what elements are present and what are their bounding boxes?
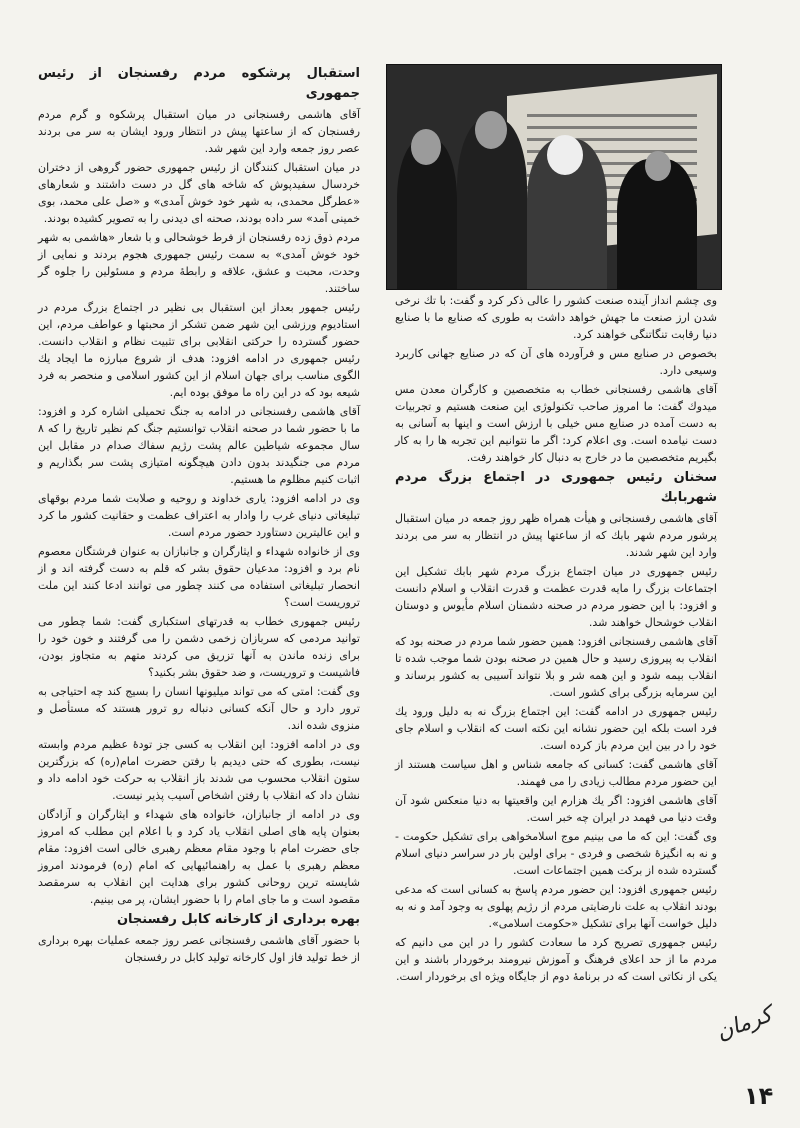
paragraph: رئیس جمهوری خطاب به قدرتهای استکباری گفت: شما چطور می توانید مردمی که سربازان زخمی دشمن را می گرفتند و خون خود را برای زنده ماندن به آنها تزریق می کردند متهم به متجاوز بودن، فاشیست و تروریست، و ضد حقوق بشر بکنید؟ — [38, 615, 360, 679]
photo-figure-head — [411, 129, 441, 165]
paragraph: مردم ذوق زده رفسنجان از فرط خوشحالی و با شعار «هاشمی به شهر خود خوش آمدی» به سمت رئیس جمهوری هجوم بردند و نمایی از وحدت، محبت و عشق، علاقه و رابطهٔ مردم و مسئولین را جلوه گر ساختند. — [38, 231, 360, 295]
paragraph: وی گفت: این که ما می بینیم موج اسلامخواهی برای تشکیل حکومت - و نه به انگیزهٔ شخصی و فردی - برای اولین بار در سراسر دنیای اسلام گسترده شده از برکت همین اجتماعات است. — [395, 830, 717, 877]
paragraph: وی گفت: امتی که می تواند میلیونها انسان را بسیج کند چه احتیاجی به ترور دارد و حال آنکه کسانی دنباله رو ترور هستند که مستأصل و منزوی شده اند. — [38, 685, 360, 732]
paragraph: وی در ادامه افزود: این انقلاب به کسی جز تودهٔ عظیم مردم وابسته نیست، بطوری که حتی دیدیم با رفتن حضرت امام(ره) که بزرگترین ستون انقلاب محسوب می شدند باز انقلاب به حرکت خود ادامه داد و نشان داد که انقلاب با رفتن اشخاص آسیب پذیر نیست. — [38, 738, 360, 802]
paragraph: رئیس جمهوری افزود: این حضور مردم پاسخ به کسانی است که مدعی بودند انقلاب به علت نارضایتی مردم از رژیم پهلوی به وجود آمد و نه به دلیل خواست آنها برای تشکیل «حکومت اسلامی». — [395, 883, 717, 930]
paragraph: آقای هاشمی رفسنجانی در ادامه به جنگ تحمیلی اشاره کرد و افزود: ما با حضور شما در صحنه انقلاب توانستیم جنگ کم نظیر تاریخ را که ۸ سال مجموعه شیاطین عالم پشت رژیم سفاك صدام در مقابل این مردم می جنگیدند بدون دادن هیچگونه امتیازی پشت سر بگذاریم و اثبات کنیم مظلوم ما هستیم. — [38, 405, 360, 486]
headline-cable-factory: بهره برداری از کارخانه کابل رفسنجان — [116, 912, 360, 927]
paragraph: آقای هاشمی رفسنجانی در میان استقبال پرشکوه و گرم مردم رفسنجان که از ساعتها پیش در انتظار ورود ایشان به سر می بردند عصر روز جمعه وارد این شهر شد. — [38, 108, 360, 155]
paragraph: آقای هاشمی رفسنجانی خطاب به متخصصین و کارگران معدن مس میدوك گفت: ما امروز صاحب تکنولوژی این صنعت هستیم و تجربیات به دست آمده در صنایع مس خیلی با ارزش است و اینها به آسانی به دست نیامده است. وی اعلام کرد: اگر ما نتوانیم این تجربه ها را به کار بگیریم متخصصین ما در خارج به دنبال کار خواهند رفت. — [395, 383, 717, 464]
paragraph: آقای هاشمی افزود: اگر یك هزارم این واقعیتها به دنیا منعکس شود آن وقت دنیا می فهمد در ایران چه خبر است. — [395, 794, 717, 824]
page-number: ۱۴ — [744, 1082, 774, 1110]
paragraph: آقای هاشمی رفسنجانی افزود: همین حضور شما مردم در صحنه بود که انقلاب به پیروزی رسید و حال همین در صحنه بودن شما موجب شده تا انقلاب بیمه شود و این همه شر و بلا نتواند آسیبی به کشور برساند و این سرمایه بزرگی برای کشور است. — [395, 635, 717, 699]
paragraph: رئیس جمهوری در میان اجتماع بزرگ مردم شهر بابك تشکیل این اجتماعات بزرگ را مایه قدرت عظمت و قدرت انقلاب و اسلام دانست و افزود: با این حضور مردم در صحنه دشمنان اسلام مأیوس و دوستان انقلاب خوشحال خواهند شد. — [395, 565, 717, 629]
news-photo — [386, 64, 722, 290]
kerman-logo: کرمان — [713, 1002, 776, 1046]
paragraph: در میان استقبال کنندگان از رئیس جمهوری حضور گروهی از دختران خردسال سفیدپوش که شاخه های گل در دست داشتند و شعارهای «عطرگل محمدی، به شهر خود خوش آمدی» و «صل علی محمد، بوی خمینی آمد» سر داده بودند، صحنه ای دیدنی را به تصویر کشیده بودند. — [38, 161, 360, 225]
photo-figure-turban — [547, 135, 583, 175]
paragraph: رئیس جمهوری تصریح کرد ما سعادت کشور را در این می دانیم که مردم ما از حد اعلای فرهنگ و آموزش نیرومند برخوردار باشند و این یکی از نکاتی است که در برنامهٔ دوم از جایگاه ویژه ای برخوردار است. — [395, 936, 717, 983]
right-column — [395, 292, 717, 987]
paragraph: بخصوص در صنایع مس و فرآورده های آن که در صنایع جهانی کاربرد وسیعی دارد. — [395, 347, 717, 377]
paragraph: آقای هاشمی گفت: کسانی که جامعه شناس و اهل سیاست هستند از این حضور مردم مطالب زیادی را می فهمند. — [395, 758, 717, 788]
paragraph: وی از خانواده شهداء و ایثارگران و جانبازان به عنوان فرشتگان معصوم نام برد و افزود: مدعیان حقوق بشر که قلم به دست گرفته اند و از انحصار تبلیغاتی استفاده می کنند چطور می توانند ادعا کنند این ملت تروریست است؟ — [38, 545, 360, 609]
photo-figure-head — [475, 111, 507, 149]
paragraph: با حضور آقای هاشمی رفسنجانی عصر روز جمعه عملیات بهره برداری از خط تولید فاز اول کارخانه تولید کابل در رفسنجان — [38, 934, 360, 964]
photo-figure-head — [645, 151, 671, 181]
paragraph: رئیس جمهوری در ادامه گفت: این اجتماع بزرگ نه به دلیل ورود یك فرد است بلکه این حضور نشانه این نکته است که انقلاب و اسلام جای خود را در بین این مردم باز کرده است. — [395, 705, 717, 752]
paragraph: وی در ادامه از جانبازان، خانواده های شهداء و ایثارگران و آزادگان بعنوان پایه های اصلی انقلاب یاد کرد و با اعلام این مطلب که امروز جای حضرت امام با وجود مقام معظم رهبری خالی است افزود: مقام معظم رهبری با عمل به راهنمائیهایی که امام (ره) فرمودند امروز شایسته ترین روحانی کشور برای هدایت این انقلاب به سرمقصد مقصود است و ما جای امام را با حضور ایشان، پر می بینیم. — [38, 808, 360, 906]
left-column — [38, 64, 360, 968]
paragraph: آقای هاشمی رفسنجانی و هیأت همراه ظهر روز جمعه در میان استقبال پرشور مردم شهر بابك که از ساعتها پیش در انتظار به سر می بردند وارد این شهر شدند. — [395, 512, 717, 559]
headline-rafsanjan: استقبال پرشکوه مردم رفسنجان از رئیس جمهوری — [38, 66, 360, 101]
paragraph: رئیس جمهور بعداز این استقبال بی نظیر در اجتماع بزرگ مردم در استادیوم ورزشی این شهر ضمن تشکر از محبتها و عواطف مردم، این حضور گسترده را حرکتی انقلابی برای تثبیت نظام و انقلاب دانست. رئیس جمهوری در ادامه افزود: هدف از شروع مبارزه ما ایجاد یك الگوی مناسب برای جهان اسلام از این کشور اسلامی و منحصر به فرد شیعه بود که در این راه ما موفق بوده ایم. — [38, 301, 360, 399]
paragraph: وی در ادامه افزود: یاری خداوند و روحیه و صلابت شما مردم بوقهای تبلیغاتی دنیای غرب را وادار به اعتراف عظمت و حقانیت کشور ما کرد و این عالیترین دستاورد حضور مردم است. — [38, 492, 360, 539]
headline-shahrbabak: سخنان رئیس جمهوری در اجتماع بزرگ مردم شهربابك — [395, 470, 717, 505]
paragraph: وی چشم انداز آینده صنعت کشور را عالی ذکر کرد و گفت: با تك نرخی شدن ارز صنعت ما جهش خواهد داشت به طوری که صنایع ما با صنایع دنیا رقابت تنگاتنگی خواهند کرد. — [395, 294, 717, 341]
